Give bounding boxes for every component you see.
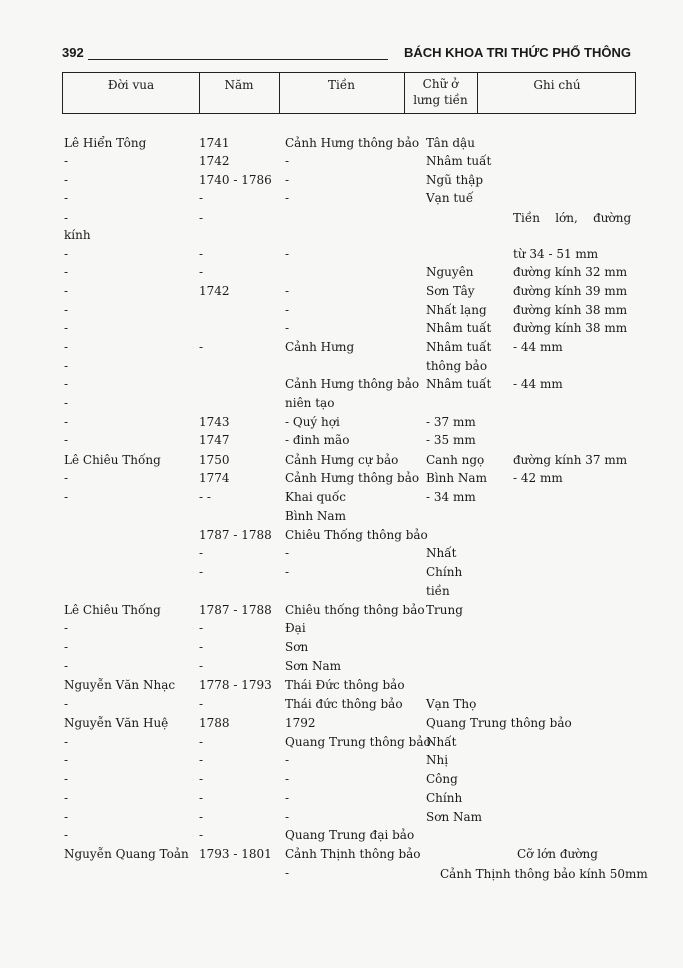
cell-back-inscription: Sơn Tây xyxy=(426,284,475,298)
table-header xyxy=(62,72,636,114)
cell-year: - xyxy=(199,640,204,654)
cell-king: kính xyxy=(64,228,91,242)
cell-king: Lê Chiêu Thống xyxy=(64,603,161,617)
cell-back-inscription: Canh ngọ xyxy=(426,453,485,467)
running-head: BÁCH KHOA TRI THỨC PHỔ THÔNG xyxy=(404,45,631,60)
cell-coin: - đinh mão xyxy=(285,433,350,447)
cell-coin: - xyxy=(285,565,290,579)
header-coin: Tiền xyxy=(328,78,355,92)
cell-back-inscription: Nhất lạng xyxy=(426,303,487,317)
cell-year: 1788 xyxy=(199,716,230,730)
header-year: Năm xyxy=(224,78,254,92)
cell-note: - 44 mm xyxy=(513,377,563,391)
cell-coin: - xyxy=(285,321,290,335)
cell-king: - xyxy=(64,659,69,673)
cell-coin: Chiêu thống thông bảo xyxy=(285,603,425,617)
cell-year: - xyxy=(199,621,204,635)
cell-back-inscription: Trung xyxy=(426,603,463,617)
cell-coin: - xyxy=(285,772,290,786)
cell-king: - xyxy=(64,415,69,429)
header-rule xyxy=(88,59,388,60)
cell-coin: Thái đức thông bảo xyxy=(285,697,403,711)
cell-coin: - xyxy=(285,791,290,805)
cell-back-inscription: Quang Trung thông bảo xyxy=(426,716,572,730)
cell-king: - xyxy=(64,828,69,842)
cell-coin: Đại xyxy=(285,621,306,635)
cell-note: đường kính 37 mm xyxy=(513,453,628,467)
cell-coin: Thái Đức thông bảo xyxy=(285,678,405,692)
header-note: Ghi chú xyxy=(533,78,581,92)
cell-back-inscription: Công xyxy=(426,772,458,786)
cell-king: - xyxy=(64,247,69,261)
cell-king: - xyxy=(64,791,69,805)
cell-year: - xyxy=(199,565,204,579)
cell-note: Tiền lớn, đường xyxy=(513,211,632,225)
cell-coin: - xyxy=(285,753,290,767)
cell-year: 1750 xyxy=(199,453,230,467)
cell-back-inscription: Vạn tuế xyxy=(426,191,474,205)
cell-year: - xyxy=(199,546,204,560)
cell-back-inscription: Nhị xyxy=(426,753,449,767)
cell-king: - xyxy=(64,471,69,485)
cell-coin: - xyxy=(285,191,290,205)
cell-coin: - xyxy=(285,546,290,560)
cell-year: - xyxy=(199,340,204,354)
cell-year: 1740 - 1786 xyxy=(199,173,272,187)
cell-back-inscription: Nhất xyxy=(426,735,457,749)
cell-back-inscription: Chính xyxy=(426,565,463,579)
cell-year: - xyxy=(199,772,204,786)
cell-year: 1743 xyxy=(199,415,230,429)
cell-coin: Cảnh Hưng cự bảo xyxy=(285,453,399,467)
cell-back-inscription: Sơn Nam xyxy=(426,810,483,824)
cell-back-inscription: Vạn Thọ xyxy=(426,697,477,711)
cell-note: đường kính 38 mm xyxy=(513,321,628,335)
cell-king: - xyxy=(64,810,69,824)
cell-king: Lê Hiển Tông xyxy=(64,136,147,150)
cell-king: Nguyễn Văn Huệ xyxy=(64,716,169,730)
cell-coin: Cảnh Hưng thông bảo xyxy=(285,377,420,391)
cell-note-extra: Cảnh Thịnh thông bảo kính 50mm xyxy=(440,867,648,881)
cell-back-inscription: Tân dậu xyxy=(426,136,475,150)
cell-coin: Chiêu Thống thông bảo xyxy=(285,528,428,542)
cell-coin: Sơn xyxy=(285,640,309,654)
cell-coin: Cảnh Hưng thông bảo xyxy=(285,136,420,150)
cell-king: - xyxy=(64,265,69,279)
cell-year: - xyxy=(199,753,204,767)
cell-back-inscription: Nguyên xyxy=(426,265,474,279)
cell-back-inscription: Nhâm tuất xyxy=(426,377,492,391)
cell-coin: 1792 xyxy=(285,716,316,730)
cell-note: từ 34 - 51 mm xyxy=(513,247,599,261)
cell-coin: Quang Trung thông bảo xyxy=(285,735,431,749)
cell-note: - 42 mm xyxy=(513,471,563,485)
cell-year: - xyxy=(199,191,204,205)
cell-king: - xyxy=(64,377,69,391)
cell-back-inscription: Ngũ thập xyxy=(426,173,484,187)
cell-year: - xyxy=(199,697,204,711)
cell-note: đường kính 38 mm xyxy=(513,303,628,317)
cell-coin: - xyxy=(285,303,290,317)
cell-king: - xyxy=(64,284,69,298)
cell-king: Nguyễn Văn Nhạc xyxy=(64,678,176,692)
cell-king: - xyxy=(64,640,69,654)
cell-back-inscription: - 37 mm xyxy=(426,415,476,429)
cell-coin: Khai quốc xyxy=(285,490,346,504)
cell-coin: Cảnh Hưng xyxy=(285,340,355,354)
cell-year: - xyxy=(199,659,204,673)
cell-king: - xyxy=(64,340,69,354)
cell-coin: Sơn Nam xyxy=(285,659,342,673)
cell-king: - xyxy=(64,173,69,187)
cell-year: 1778 - 1793 xyxy=(199,678,272,692)
cell-coin: - xyxy=(285,173,290,187)
page-number: 392 xyxy=(62,45,84,60)
cell-coin: Cảnh Thịnh thông bảo xyxy=(285,847,421,861)
cell-king: - xyxy=(64,697,69,711)
cell-coin: - xyxy=(285,866,290,880)
header-king: Đời vua xyxy=(107,78,155,92)
cell-year: - xyxy=(199,828,204,842)
cell-back-inscription: thông bảo xyxy=(426,359,488,373)
cell-note: - 44 mm xyxy=(513,340,563,354)
cell-year: - xyxy=(199,735,204,749)
cell-king: - xyxy=(64,191,69,205)
cell-king: - xyxy=(64,154,69,168)
cell-year: 1741 xyxy=(199,136,230,150)
cell-coin: Quang Trung đại bảo xyxy=(285,828,415,842)
cell-note: đường kính 39 mm xyxy=(513,284,628,298)
cell-note-extra: Cỡ lớn đường xyxy=(517,847,598,861)
cell-year: - xyxy=(199,211,204,225)
cell-king: - xyxy=(64,211,69,225)
cell-coin: - xyxy=(285,154,290,168)
cell-king: Lê Chiêu Thống xyxy=(64,453,161,467)
cell-king: - xyxy=(64,359,69,373)
cell-back-inscription: Nhâm tuất xyxy=(426,321,492,335)
cell-king: - xyxy=(64,490,69,504)
cell-coin: - Quý hợi xyxy=(285,415,340,429)
cell-king: - xyxy=(64,321,69,335)
cell-king: - xyxy=(64,621,69,635)
cell-coin: Bình Nam xyxy=(285,509,346,523)
cell-back-inscription: Nhất xyxy=(426,546,457,560)
cell-back-inscription: - 35 mm xyxy=(426,433,476,447)
cell-year: 1774 xyxy=(199,471,230,485)
cell-king: - xyxy=(64,396,69,410)
cell-coin: - xyxy=(285,810,290,824)
cell-year: 1787 - 1788 xyxy=(199,603,272,617)
cell-king: - xyxy=(64,772,69,786)
cell-year: 1787 - 1788 xyxy=(199,528,272,542)
cell-back-inscription: Bình Nam xyxy=(426,471,487,485)
cell-year: - xyxy=(199,810,204,824)
cell-year: 1742 xyxy=(199,154,230,168)
cell-year: 1742 xyxy=(199,284,230,298)
cell-year: - - xyxy=(199,490,211,504)
cell-back-inscription: - 34 mm xyxy=(426,490,476,504)
cell-year: - xyxy=(199,247,204,261)
cell-year: 1747 xyxy=(199,433,230,447)
cell-king: - xyxy=(64,753,69,767)
cell-king: Nguyễn Quang Toản xyxy=(64,847,189,861)
cell-year: - xyxy=(199,265,204,279)
cell-coin: - xyxy=(285,247,290,261)
header-back-inscription: Chữ ở lưng tiền xyxy=(413,77,468,107)
cell-coin: - xyxy=(285,284,290,298)
cell-coin: Cảnh Hưng thông bảo xyxy=(285,471,420,485)
cell-note: đường kính 32 mm xyxy=(513,265,628,279)
cell-year: - xyxy=(199,791,204,805)
cell-back-inscription: Nhâm tuất xyxy=(426,340,492,354)
cell-king: - xyxy=(64,303,69,317)
cell-coin: niên tạo xyxy=(285,396,335,410)
cell-back-inscription: tiền xyxy=(426,584,450,598)
cell-king: - xyxy=(64,433,69,447)
cell-year: 1793 - 1801 xyxy=(199,847,272,861)
cell-back-inscription: Nhâm tuất xyxy=(426,154,492,168)
cell-king: - xyxy=(64,735,69,749)
cell-back-inscription: Chính xyxy=(426,791,463,805)
